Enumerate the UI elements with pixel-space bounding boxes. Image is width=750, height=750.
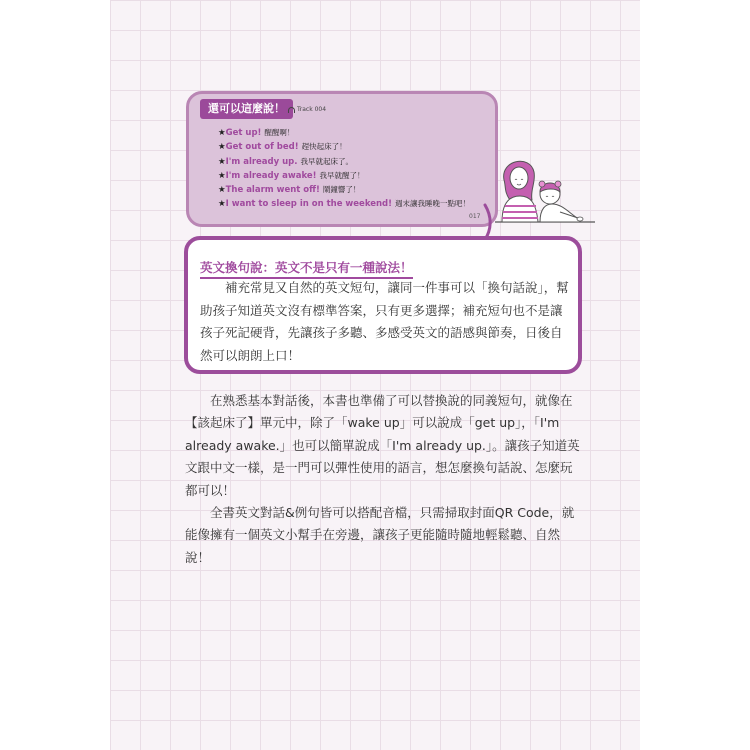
track-label <box>288 106 326 113</box>
example-english: I'm already awake! <box>225 170 317 181</box>
example-english: The alarm went off! <box>225 185 320 196</box>
body-paragraph-2: 全書英文對話&例句皆可以搭配音檔，只需掃取封面QR Code，就能像擁有一個英文小幫手在旁邊，讓孩子更能隨時隨地輕鬆聽、自然說！ <box>185 505 575 565</box>
example-chinese: 週末讓我睡晚一點吧！ <box>395 199 471 209</box>
page-number: 017 <box>469 213 481 220</box>
star-icon: ★ <box>218 156 226 167</box>
list-item <box>218 183 470 197</box>
star-icon: ★ <box>218 142 226 153</box>
example-chinese: 趕快起床了！ <box>301 142 347 152</box>
list-item <box>218 197 470 211</box>
example-list <box>218 126 470 212</box>
info-body: 補充常見又自然的英文短句，讓同一件事可以「換句話說」，幫助孩子知道英文沒有標準答案，只有更多選擇；補充短句也不是讓孩子死記硬背，先讓孩子多聽、多感受英文的語感與節奏，日後自然可以朗朗上口！ <box>200 280 569 363</box>
star-icon: ★ <box>218 128 226 138</box>
example-english: Get out of bed! <box>225 142 299 153</box>
star-icon: ★ <box>218 170 226 181</box>
example-tag: 還可以這麼說！ <box>200 99 293 119</box>
list-item <box>218 140 470 154</box>
mother-child-illustration <box>490 150 600 230</box>
list-item <box>218 126 470 140</box>
example-english: Get up! <box>225 128 262 138</box>
example-chinese: 我早就起床了。 <box>300 156 353 166</box>
example-chinese: 我早就醒了！ <box>319 170 365 180</box>
track-text: Track 004 <box>297 106 327 113</box>
example-english: I'm already up. <box>225 156 298 167</box>
body-text <box>185 390 580 569</box>
star-icon: ★ <box>218 199 226 210</box>
star-icon: ★ <box>218 185 226 196</box>
example-english: I want to sleep in on the weekend! <box>225 199 393 210</box>
info-title: 英文換句說：英文不是只有一種說法！ <box>200 258 413 279</box>
example-chinese: 醒醒啊！ <box>264 128 295 137</box>
headphone-icon <box>288 107 295 113</box>
body-paragraph-1: 在熟悉基本對話後，本書也準備了可以替換說的同義短句，就像在【該起床了】單元中，除了「wake up」可以說成「get up」，「I'm already awake.」也可以簡單說成「I'm already up.」。讓孩子知道英文跟中文一樣，是一門可以彈性使用的語言，想怎麼換句話說、怎麼玩都可以！ <box>185 393 580 498</box>
example-chinese: 鬧鐘響了！ <box>322 185 361 195</box>
list-item <box>218 155 470 169</box>
list-item <box>218 169 470 183</box>
